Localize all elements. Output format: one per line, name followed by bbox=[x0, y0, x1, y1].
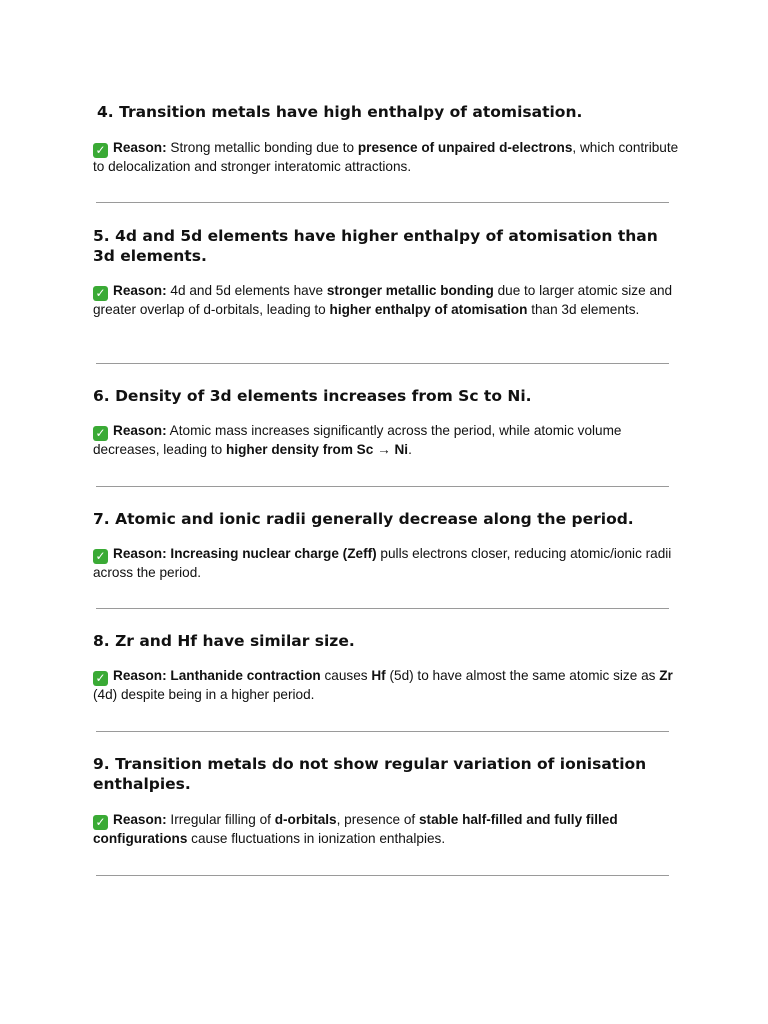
check-mark-icon: ✓ bbox=[93, 549, 108, 564]
reason-emphasis: higher enthalpy of atomisation bbox=[329, 302, 528, 317]
section-item-7 bbox=[93, 509, 683, 580]
reason-run: , presence of bbox=[336, 812, 419, 827]
reason-label: Reason: bbox=[113, 668, 167, 683]
reason-label: Reason: bbox=[113, 140, 167, 155]
reason-label: Reason: bbox=[113, 546, 167, 561]
reason-emphasis: higher density from Sc → Ni bbox=[226, 442, 409, 457]
section-item-9 bbox=[93, 754, 683, 846]
divider bbox=[96, 608, 669, 609]
section-heading: 8. Zr and Hf have similar size. bbox=[93, 632, 355, 650]
divider bbox=[96, 202, 669, 203]
reason-run: causes bbox=[320, 668, 372, 683]
reason-run: pulls electrons closer, reducing atomic/ionic radii across the period. bbox=[93, 546, 672, 580]
reason-emphasis: presence of unpaired d-electrons bbox=[357, 140, 573, 155]
section-heading: 6. Density of 3d elements increases from Sc to Ni. bbox=[93, 387, 532, 405]
reason-label: Reason: bbox=[113, 812, 167, 827]
reason-label: Reason: bbox=[113, 423, 167, 438]
reason-run: cause fluctuations in ionization enthalpies. bbox=[187, 831, 446, 846]
reason-emphasis: Lanthanide contraction bbox=[170, 668, 321, 683]
section-item-5 bbox=[93, 226, 683, 317]
check-mark-icon: ✓ bbox=[93, 143, 108, 158]
reason-text bbox=[93, 139, 683, 176]
reason-text bbox=[93, 282, 683, 319]
reason-run: due to larger atomic size and greater overlap of d-orbitals, leading to bbox=[93, 283, 673, 317]
reason-label: Reason: bbox=[113, 283, 167, 298]
reason-emphasis: stronger metallic bonding bbox=[326, 283, 494, 298]
reason-emphasis: Zr bbox=[659, 668, 673, 683]
reason-run: Atomic mass increases significantly across the period, while atomic volume decreases, leading to bbox=[93, 423, 622, 457]
check-mark-icon: ✓ bbox=[93, 671, 108, 686]
reason-run: Irregular filling of bbox=[170, 812, 275, 827]
reason-run: Strong metallic bonding due to bbox=[170, 140, 358, 155]
reason-emphasis: Hf bbox=[371, 668, 386, 683]
section-heading: 9. Transition metals do not show regular variation of ionisation enthalpies. bbox=[93, 755, 647, 793]
reason-run: , which contribute to delocalization and stronger interatomic attractions. bbox=[93, 140, 679, 174]
section-item-6 bbox=[93, 386, 683, 457]
reason-run: 4d and 5d elements have bbox=[170, 283, 327, 298]
reason-run: (5d) to have almost the same atomic size as bbox=[385, 668, 660, 683]
check-mark-icon: ✓ bbox=[93, 815, 108, 830]
check-mark-icon: ✓ bbox=[93, 286, 108, 301]
section-item-8 bbox=[93, 631, 683, 702]
divider bbox=[96, 363, 669, 364]
reason-text bbox=[93, 667, 683, 704]
reason-run: than 3d elements. bbox=[527, 302, 640, 317]
reason-text bbox=[93, 811, 683, 848]
divider bbox=[96, 731, 669, 732]
reason-emphasis: stable half-filled and fully filled configurations bbox=[93, 812, 618, 846]
divider bbox=[96, 875, 669, 876]
section-heading: 4. Transition metals have high enthalpy of atomisation. bbox=[97, 103, 583, 121]
reason-text bbox=[93, 422, 683, 459]
reason-emphasis: d-orbitals bbox=[274, 812, 337, 827]
divider bbox=[96, 486, 669, 487]
section-heading: 5. 4d and 5d elements have higher enthalpy of atomisation than 3d elements. bbox=[93, 227, 658, 265]
section-item-4 bbox=[93, 102, 683, 174]
reason-run: . bbox=[408, 442, 412, 457]
section-heading: 7. Atomic and ionic radii generally decrease along the period. bbox=[93, 510, 634, 528]
reason-emphasis: Increasing nuclear charge (Zeff) bbox=[170, 546, 377, 561]
check-mark-icon: ✓ bbox=[93, 426, 108, 441]
reason-run: (4d) despite being in a higher period. bbox=[93, 687, 315, 702]
reason-text bbox=[93, 545, 683, 582]
